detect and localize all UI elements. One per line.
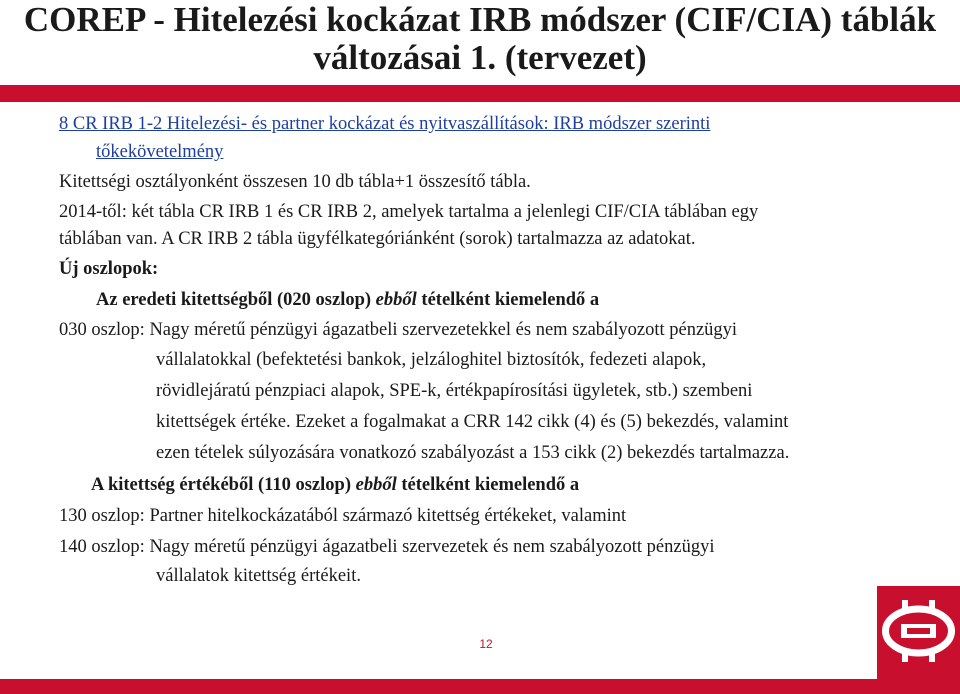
body-text-line: táblában van. A CR IRB 2 tábla ügyfélkategóriánként (sorok) tartalmazza az adatokat. [59, 229, 696, 249]
heading-text: tételként kiemelendő a [416, 290, 600, 310]
column-030-text-line: rövidlejáratú pénzpiaci alapok, SPE-k, értékpapírosítási ügyletek, stb.) szembeni [156, 381, 753, 401]
body-text-line: 2014-től: két tábla CR IRB 1 és CR IRB 2, amelyek tartalma a jelenlegi CIF/CIA táblában egy [59, 202, 759, 222]
page-number: 12 [479, 637, 493, 651]
logo-mark [877, 586, 960, 679]
slide-title-line-2: változásai 1. (tervezet) [313, 38, 647, 77]
column-140-text-line: 140 oszlop: Nagy méretű pénzügyi ágazatbeli szervezetek és nem szabályozott pénzügyi [59, 537, 715, 557]
original-exposure-heading [96, 290, 599, 311]
header-divider-bar [0, 85, 960, 102]
column-030-text-line: kitettségek értéke. Ezeket a fogalmakat a CRR 142 cikk (4) és (5) bekezdés, valamint [156, 412, 789, 432]
bank-logo-icon [877, 586, 960, 679]
column-130-text-line: 130 oszlop: Partner hitelkockázatából származó kitettség értékeket, valamint [59, 506, 627, 526]
column-140-text-line: vállalatok kitettség értékeit. [156, 566, 361, 586]
heading-emphasis: ebből [375, 290, 417, 310]
new-columns-heading: Új oszlopok: [59, 259, 159, 279]
heading-emphasis: ebből [355, 475, 397, 495]
exposure-value-heading [91, 475, 579, 496]
table-link-line-2[interactable]: tőkekövetelmény [96, 142, 224, 162]
column-030-text-line: 030 oszlop: Nagy méretű pénzügyi ágazatbeli szervezetekkel és nem szabályozott pénzügyi [59, 320, 738, 340]
heading-text: Az eredeti kitettségből (020 oszlop) [96, 290, 376, 310]
slide-title-line-1: COREP - Hitelezési kockázat IRB módszer (CIF/CIA) táblák [23, 0, 937, 39]
column-030-text-line: ezen tételek súlyozására vonatkozó szabályozást a 153 cikk (2) bekezdés tartalmazza. [156, 443, 790, 463]
footer-bar [0, 679, 960, 694]
body-text-line: Kitettségi osztályonként összesen 10 db tábla+1 összesítő tábla. [59, 172, 531, 192]
slide-title [0, 1, 960, 77]
column-030-text-line: vállalatokkal (befektetési bankok, jelzáloghitel biztosítók, fedezeti alapok, [156, 350, 707, 370]
table-link-line-1[interactable]: 8 CR IRB 1-2 Hitelezési- és partner kockázat és nyitvaszállítások: IRB módszer szerinti [59, 114, 711, 134]
heading-text: A kitettség értékéből (110 oszlop) [91, 475, 356, 495]
heading-text: tételként kiemelendő a [396, 475, 580, 495]
